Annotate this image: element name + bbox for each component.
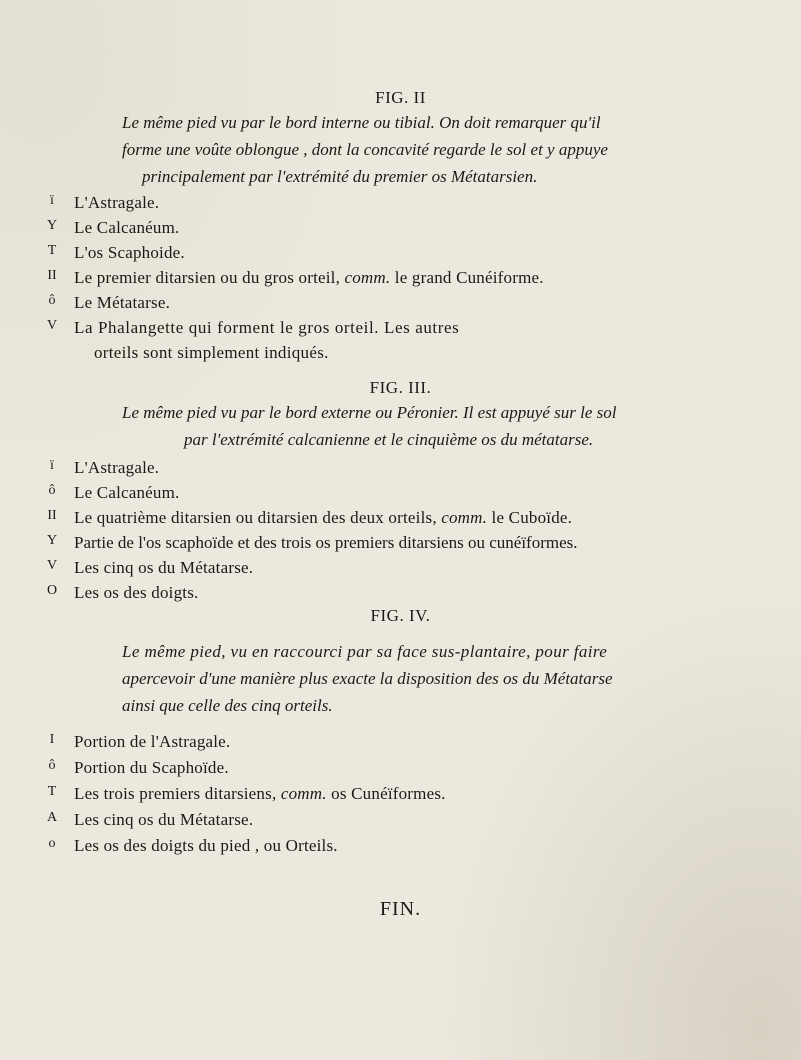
caption-line: principalement par l'extrémité du premier os Métatarsien.: [142, 167, 538, 186]
legend-text: L'os Scaphoide.: [74, 243, 185, 262]
legend-key: ô: [48, 293, 56, 308]
legend-key: ï: [50, 193, 54, 208]
legend-item: [0, 558, 801, 585]
legend-item: [0, 268, 801, 295]
legend-text: Le Calcanéum.: [74, 483, 180, 502]
legend-key: T: [47, 784, 57, 799]
legend-text: La Phalangette qui forment le gros orteil. Les autres: [74, 318, 460, 337]
legend-item: [0, 784, 801, 811]
legend-item: [0, 458, 801, 485]
legend-text: L'Astragale.: [74, 458, 160, 477]
legend-text: Les cinq os du Métatarse.: [74, 558, 254, 577]
figure-title-fig2: FIG. II: [375, 88, 426, 107]
legend-text: Portion du Scaphoïde.: [74, 758, 229, 777]
caption-line: forme une voûte oblongue , dont la concavité regarde le sol et y appuye: [122, 140, 608, 159]
abbreviation: comm.: [344, 268, 391, 287]
legend-text-part: Le premier ditarsien ou du gros orteil,: [74, 268, 345, 287]
figure-title-fig3: FIG. III.: [369, 378, 432, 397]
legend-item: [0, 732, 801, 759]
caption-line: ainsi que celle des cinq orteils.: [122, 696, 333, 715]
figure-caption-fig3: [122, 399, 616, 453]
legend-key: II: [47, 268, 57, 283]
legend-item: [0, 293, 801, 320]
legend-key: II: [47, 508, 57, 523]
legend-item: [0, 483, 801, 510]
legend-item: [0, 810, 801, 837]
figure-caption-fig2: [122, 109, 608, 190]
legend-key: ô: [48, 483, 56, 498]
legend-item: [0, 218, 801, 245]
caption-line: Le même pied vu par le bord externe ou Péronier. Il est appuyé sur le sol: [122, 403, 617, 422]
legend-text: Le Calcanéum.: [74, 218, 180, 237]
legend-key: ô: [48, 758, 56, 773]
caption-line: Le même pied vu par le bord interne ou tibial. On doit remarquer qu'il: [122, 113, 601, 132]
legend-item: [0, 318, 801, 345]
legend-continuation: orteils sont simplement indiqués.: [94, 343, 329, 362]
legend-item: [0, 243, 801, 270]
legend-text-part: le Cuboïde.: [487, 508, 573, 527]
legend-text: Les os des doigts.: [74, 583, 199, 602]
abbreviation: comm.: [280, 784, 327, 803]
legend-key: Y: [46, 533, 58, 548]
legend-key: o: [48, 836, 56, 851]
caption-line: par l'extrémité calcanienne et le cinquième os du métatarse.: [184, 430, 594, 449]
legend-key: V: [46, 558, 58, 573]
legend-item: [0, 758, 801, 785]
legend-text: [74, 268, 544, 288]
legend-item: [0, 836, 801, 863]
legend-key: Y: [46, 218, 58, 233]
legend-text: Portion de l'Astragale.: [74, 732, 231, 751]
legend-text-part: le grand Cunéiforme.: [390, 268, 544, 287]
legend-item: [0, 533, 801, 560]
figure-caption-fig4: [122, 638, 613, 719]
abbreviation: comm.: [441, 508, 488, 527]
legend-text: Partie de l'os scaphoïde et des trois os premiers ditarsiens ou cunéïformes.: [74, 533, 578, 552]
legend-text: [74, 508, 572, 528]
legend-text: Le Métatarse.: [74, 293, 171, 312]
legend-key: O: [46, 583, 58, 598]
legend-text-part: Le quatrième ditarsien ou ditarsien des deux orteils,: [74, 508, 442, 527]
legend-key: V: [46, 318, 58, 333]
legend-item: [0, 193, 801, 220]
legend-text: Les os des doigts du pied , ou Orteils.: [74, 836, 338, 855]
legend-text-part: os Cunéïformes.: [326, 784, 446, 803]
legend-key: I: [49, 732, 55, 747]
caption-line: Le même pied, vu en raccourci par sa face sus-plantaire, pour faire: [122, 642, 608, 661]
legend-text: Les cinq os du Métatarse.: [74, 810, 254, 829]
end-mark: FIN.: [379, 898, 422, 920]
figure-title-fig4: FIG. IV.: [370, 606, 431, 625]
legend-key: T: [47, 243, 57, 258]
legend-item: [0, 508, 801, 535]
legend-text: [74, 784, 446, 804]
legend-text: L'Astragale.: [74, 193, 160, 212]
legend-text-part: Les trois premiers ditarsiens,: [74, 784, 281, 803]
legend-key: ï: [50, 458, 54, 473]
caption-line: apercevoir d'une manière plus exacte la disposition des os du Métatarse: [122, 669, 613, 688]
legend-key: A: [46, 810, 58, 825]
